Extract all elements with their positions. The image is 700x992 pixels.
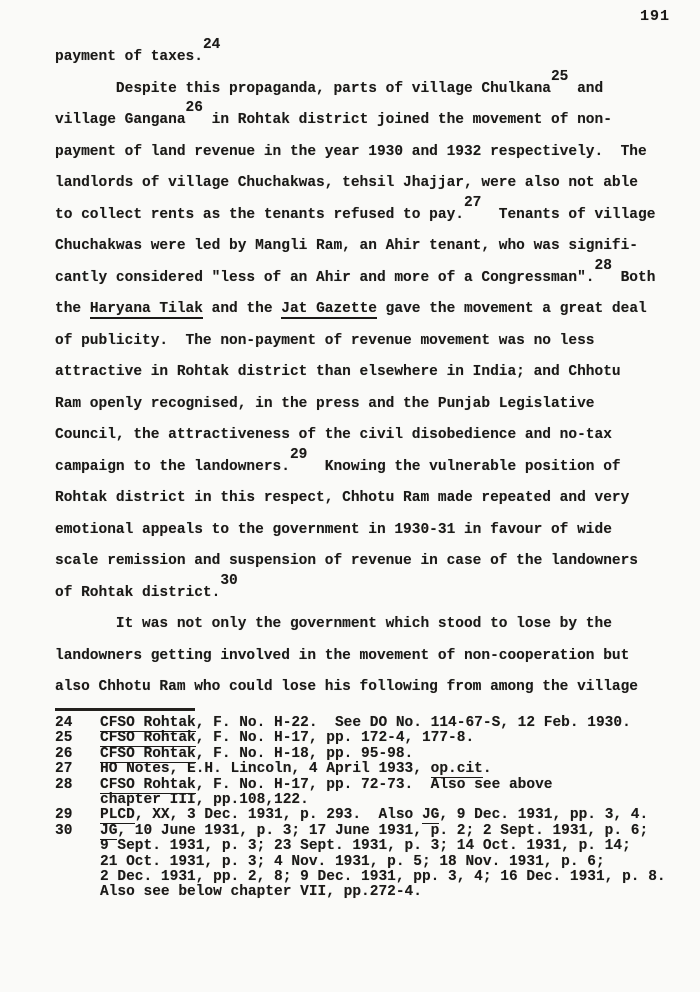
text-segment: , F. No. H-17, pp. 172-4, 177-8.	[195, 730, 475, 747]
footnote-line	[100, 778, 673, 793]
underlined-title: PLCD	[100, 807, 135, 824]
footnote-item	[55, 762, 673, 777]
footnote-number: 25	[55, 730, 73, 747]
text-segment: and the	[202, 301, 282, 317]
footnote-number: 27	[55, 761, 73, 778]
underlined-title: CFSO Rohtak	[100, 745, 196, 762]
footnotes-section	[55, 716, 673, 901]
body-line	[55, 483, 670, 515]
underlined-title: Jat Gazette	[281, 301, 377, 317]
body-line	[55, 546, 670, 578]
underlined-title: Haryana Tilak	[89, 301, 203, 317]
body-line	[55, 68, 670, 106]
footnote-text	[100, 778, 673, 809]
footnote-item	[55, 824, 673, 901]
text-segment: , 9 Dec. 1931, pp. 3, 4.	[439, 807, 649, 824]
body-text	[55, 37, 670, 704]
text-segment: Rohtak district in this respect, Chhotu Ram made repeated and very	[55, 490, 630, 506]
page-number: 191	[639, 8, 670, 25]
body-line	[55, 572, 670, 610]
text-segment: .	[482, 761, 492, 778]
footnote-item	[55, 778, 673, 809]
text-segment: village Gangana	[55, 112, 186, 128]
footnote-line	[100, 747, 673, 762]
text-segment: , F. No. H-17, pp. 72-73. Also see above	[195, 776, 553, 793]
footnote-number: 30	[55, 822, 73, 839]
text-segment: 21 Oct. 1931, p. 3; 4 Nov. 1931, p. 5; 18 Nov. 1931, p. 6;	[100, 853, 605, 870]
text-segment: It was not only the government which stood to lose by the	[55, 616, 612, 632]
footnote-line	[100, 855, 673, 870]
text-segment: payment of land revenue in the year 1930 and 1932 respectively. The	[55, 143, 647, 160]
underlined-title: CFSO Rohtak	[100, 730, 196, 747]
text-segment: Council, the attractiveness of the civil disobedience and no-tax	[55, 427, 612, 443]
footnote-line	[100, 839, 673, 854]
body-line	[55, 294, 670, 326]
footnote-item	[55, 808, 673, 823]
text-segment: Tenants of village	[481, 206, 656, 223]
text-segment: to collect rents as the tenants refused to pay.	[55, 206, 464, 223]
body-line	[55, 37, 670, 74]
text-segment: payment of taxes.	[55, 49, 203, 65]
text-segment: gave the movement a great deal	[376, 301, 647, 317]
text-segment: Ram openly recognised, in the press and the Punjab Legislative	[55, 395, 595, 412]
body-line	[55, 137, 670, 169]
underlined-title: JG	[100, 822, 118, 839]
text-segment: cantly considered "less of an Ahir and more of a Congressman".	[55, 269, 595, 286]
footnote-reference-superscript: 29	[289, 446, 308, 463]
text-segment: Also see below chapter VII, pp.272-4.	[100, 884, 422, 901]
footnote-number: 24	[55, 715, 73, 731]
text-segment: in Rohtak district joined the movement of non-	[202, 112, 612, 128]
body-line	[55, 100, 670, 137]
text-segment: 2 Dec. 1931, pp. 2, 8; 9 Dec. 1931, pp. 3, 4; 16 Dec. 1931, p. 8.	[100, 869, 666, 886]
underlined-title: CFSO Rohtak	[100, 776, 196, 793]
footnote-item	[55, 747, 673, 762]
footnote-text	[100, 824, 673, 901]
footnote-text	[100, 747, 673, 762]
text-segment: , XX, 3 Dec. 1931, p. 293. Also	[134, 807, 422, 824]
body-line	[55, 257, 670, 295]
body-line	[55, 194, 670, 232]
footnote-line	[100, 808, 673, 823]
footnote-reference-superscript: 30	[220, 572, 238, 589]
footnote-number: 29	[55, 807, 73, 824]
text-segment: the	[55, 301, 90, 317]
footnote-reference-superscript: 27	[463, 194, 482, 211]
footnote-reference-superscript: 26	[185, 100, 203, 116]
body-line	[55, 672, 670, 704]
body-line	[55, 326, 670, 358]
text-segment: Despite this propaganda, parts of village Chulkana	[55, 80, 551, 97]
text-segment: Chuchakwas were led by Mangli Ram, an Ahir tenant, who was signifi-	[55, 238, 638, 254]
text-segment: scale remission and suspension of revenue in case of the landowners	[55, 553, 638, 569]
underlined-title: op.cit	[430, 761, 483, 778]
text-segment: and	[568, 80, 604, 97]
body-line	[55, 515, 670, 547]
text-segment: Both	[611, 269, 656, 286]
footnote-text	[100, 762, 673, 777]
footnote-line	[100, 762, 673, 777]
text-segment: 9 Sept. 1931, p. 3; 23 Sept. 1931, p. 3; 14 Oct. 1931, p. 14;	[100, 838, 631, 855]
text-segment: Knowing the vulnerable position of	[307, 458, 621, 475]
text-segment: , F. No. H-22. See DO No. 114-67-S, 12 Feb. 1930.	[195, 715, 631, 731]
footnote-number: 28	[55, 776, 73, 793]
footnote-text	[100, 808, 673, 823]
body-line	[55, 609, 670, 641]
text-segment: emotional appeals to the government in 1930-31 in favour of wide	[55, 521, 612, 538]
text-segment: landlords of village Chuchakwas, tehsil Jhajjar, were also not able	[55, 175, 638, 191]
body-line	[55, 168, 670, 200]
body-line	[55, 357, 670, 389]
body-line	[55, 389, 670, 421]
footnote-line	[100, 824, 673, 839]
footnote-reference-superscript: 25	[550, 68, 569, 85]
text-segment: HO Notes, E.H. Lincoln, 4 April 1933,	[100, 761, 431, 778]
underlined-title: CFSO Rohtak	[100, 715, 196, 731]
text-segment: attractive in Rohtak district than elsewhere in India; and Chhotu	[55, 364, 621, 380]
underlined-title: JG	[421, 807, 440, 824]
footnote-item	[55, 731, 673, 746]
body-line	[55, 641, 670, 673]
text-segment: , F. No. H-18, pp. 95-98.	[195, 745, 414, 762]
body-line	[55, 420, 670, 452]
text-segment: of publicity. The non-payment of revenue movement was no less	[55, 332, 595, 349]
footnote-number: 26	[55, 745, 73, 762]
text-segment: , 10 June 1931, p. 3; 17 June 1931, p. 2; 2 Sept. 1931, p. 6;	[117, 822, 649, 839]
footnote-text	[100, 731, 673, 746]
body-line	[55, 231, 670, 263]
footnote-separator-rule	[55, 708, 195, 711]
footnote-line	[100, 731, 673, 746]
footnote-reference-superscript: 24	[202, 37, 221, 53]
text-segment: of Rohtak district.	[55, 584, 221, 601]
text-segment: also Chhotu Ram who could lose his following from among the village	[55, 679, 638, 695]
body-line	[55, 446, 670, 484]
text-segment: chapter III, pp.108,122.	[100, 792, 309, 809]
text-segment: landowners getting involved in the movement of non-cooperation but	[55, 647, 630, 664]
footnote-line	[100, 885, 673, 900]
text-segment: campaign to the landowners.	[55, 458, 290, 475]
footnote-reference-superscript: 28	[594, 257, 612, 274]
